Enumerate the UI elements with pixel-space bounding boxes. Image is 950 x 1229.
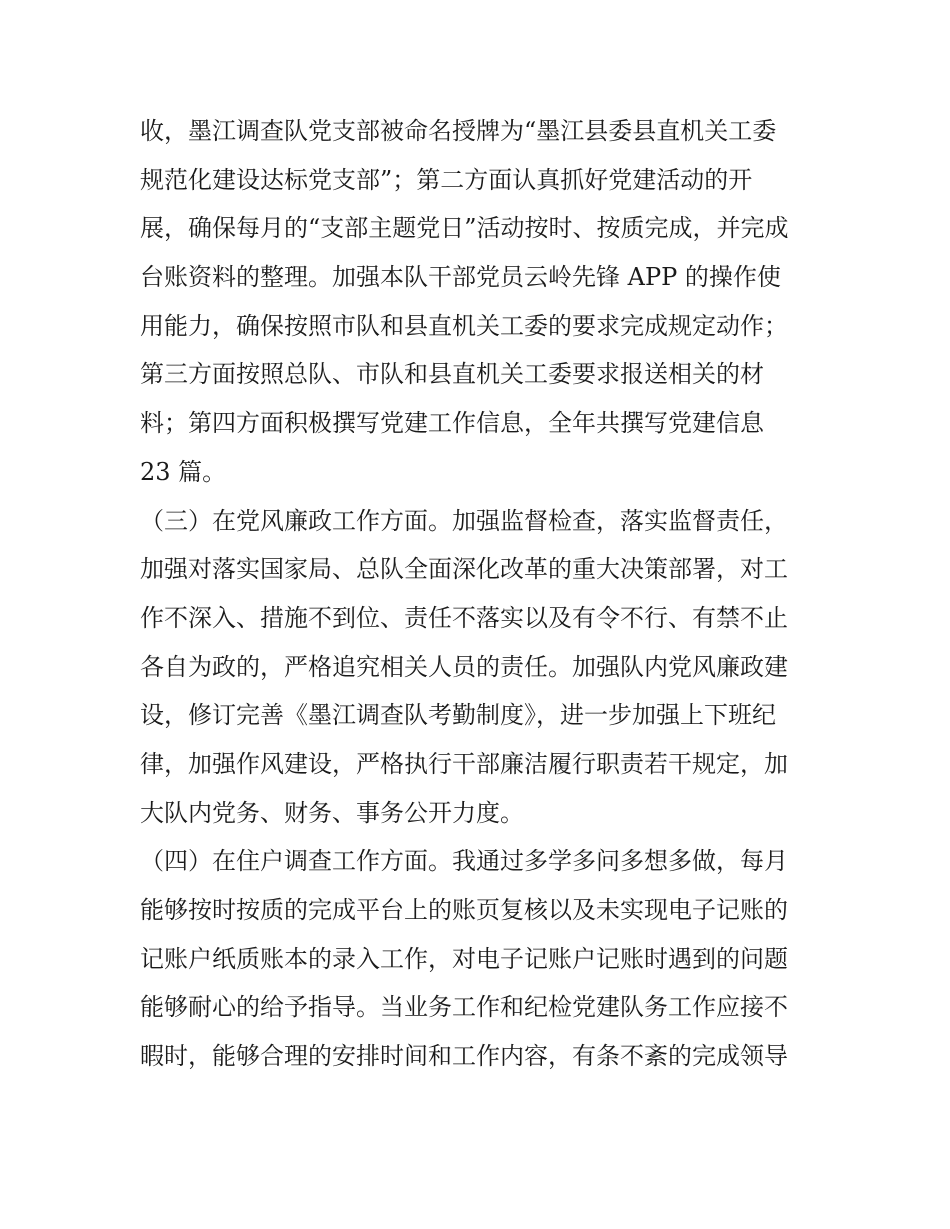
text-line: 展，确保每月的“支部主题党日”活动按时、按质完成，并完成 <box>140 214 789 243</box>
text-line: 规范化建设达标党支部”；第二方面认真抓好党建活动的开 <box>140 165 753 194</box>
section-heading-line: （四）在住户调查工作方面。我通过多学多问多想多做，每月 <box>140 847 788 876</box>
text-line: 23 篇。 <box>140 457 227 486</box>
text-line: 暇时，能够合理的安排时间和工作内容，有条不紊的完成领导 <box>140 1042 788 1071</box>
section-heading-line: （三）在党风廉政工作方面。加强监督检查，落实监督责任， <box>140 506 788 535</box>
text-line: 作不深入、措施不到位、责任不落实以及有令不行、有禁不止 <box>140 603 788 632</box>
text-line: 第三方面按照总队、市队和县直机关工委要求报送相关的材 <box>140 360 764 389</box>
text-line: 各自为政的，严格追究相关人员的责任。加强队内党风廉政建 <box>140 652 788 681</box>
text-line: 能够耐心的给予指导。当业务工作和纪检党建队务工作应接不 <box>140 993 788 1022</box>
text-line: 收，墨江调查队党支部被命名授牌为“墨江县委县直机关工委 <box>140 117 777 145</box>
text-line: 用能力，确保按照市队和县直机关工委的要求完成规定动作； <box>140 311 788 340</box>
text-line: 料；第四方面积极撰写党建工作信息，全年共撰写党建信息 <box>140 409 764 438</box>
text-line: 台账资料的整理。加强本队干部党员云岭先锋 APP 的操作使 <box>140 263 781 292</box>
text-line: 能够按时按质的完成平台上的账页复核以及未实现电子记账的 <box>140 896 788 924</box>
text-line: 大队内党务、财务、事务公开力度。 <box>140 798 524 827</box>
text-line: 加强对落实国家局、总队全面深化改革的重大决策部署，对工 <box>140 555 788 584</box>
text-line: 记账户纸质账本的录入工作，对电子记账户记账时遇到的问题 <box>140 944 788 973</box>
body-text <box>140 107 820 1081</box>
text-line: 设，修订完善《墨江调查队考勤制度》，进一步加强上下班纪 <box>140 701 776 730</box>
text-line: 律，加强作风建设，严格执行干部廉洁履行职责若干规定，加 <box>140 749 788 778</box>
